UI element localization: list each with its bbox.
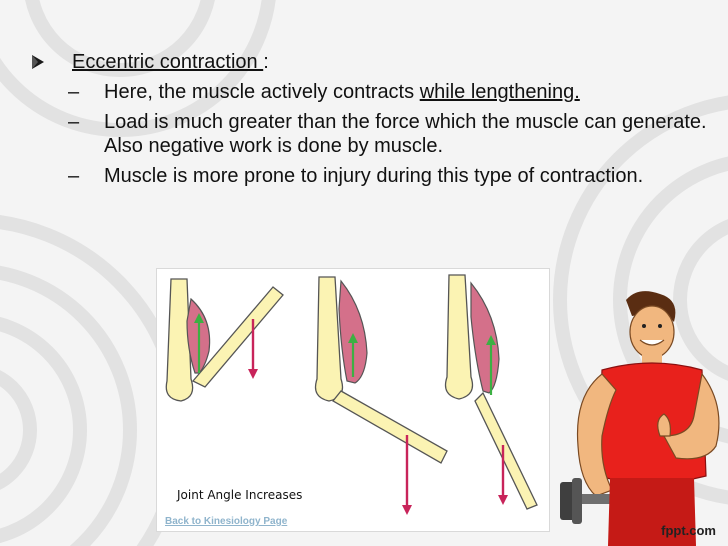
sub-bullet-list — [68, 80, 710, 188]
heading-colon: : — [263, 51, 269, 73]
eccentric-contraction-figure — [156, 268, 550, 532]
slide-content — [30, 50, 710, 194]
main-bullet — [30, 50, 710, 74]
dash-marker: – — [68, 81, 80, 103]
arm-panel-3 — [446, 275, 538, 509]
brand-logo-text: fppt.com — [661, 523, 716, 538]
sub-bullet-2 — [68, 110, 710, 158]
arrow-bullet-icon — [30, 54, 46, 70]
slide-heading: Eccentric contraction — [72, 51, 264, 73]
sub-bullet-1 — [68, 80, 710, 104]
dash-marker: – — [68, 111, 80, 133]
sub-bullet-1-text: Here, the muscle actively contracts — [104, 81, 420, 103]
sub-bullet-2-text: Load is much greater than the force which the muscle can generate. Also negative work is done by muscle. — [104, 111, 707, 157]
sub-bullet-1-emphasis: while lengthening. — [419, 81, 580, 103]
sub-bullet-3 — [68, 164, 710, 188]
dash-marker: – — [68, 165, 80, 187]
sub-bullet-3-text: Muscle is more prone to injury during this type of contraction. — [104, 165, 644, 187]
muscle-man-mascot — [556, 286, 728, 546]
figure-caption: Joint Angle Increases — [177, 488, 303, 502]
back-to-kinesiology-link[interactable]: Back to Kinesiology Page — [165, 516, 288, 527]
arm-panel-1 — [166, 279, 283, 401]
arm-panel-2 — [316, 277, 448, 515]
